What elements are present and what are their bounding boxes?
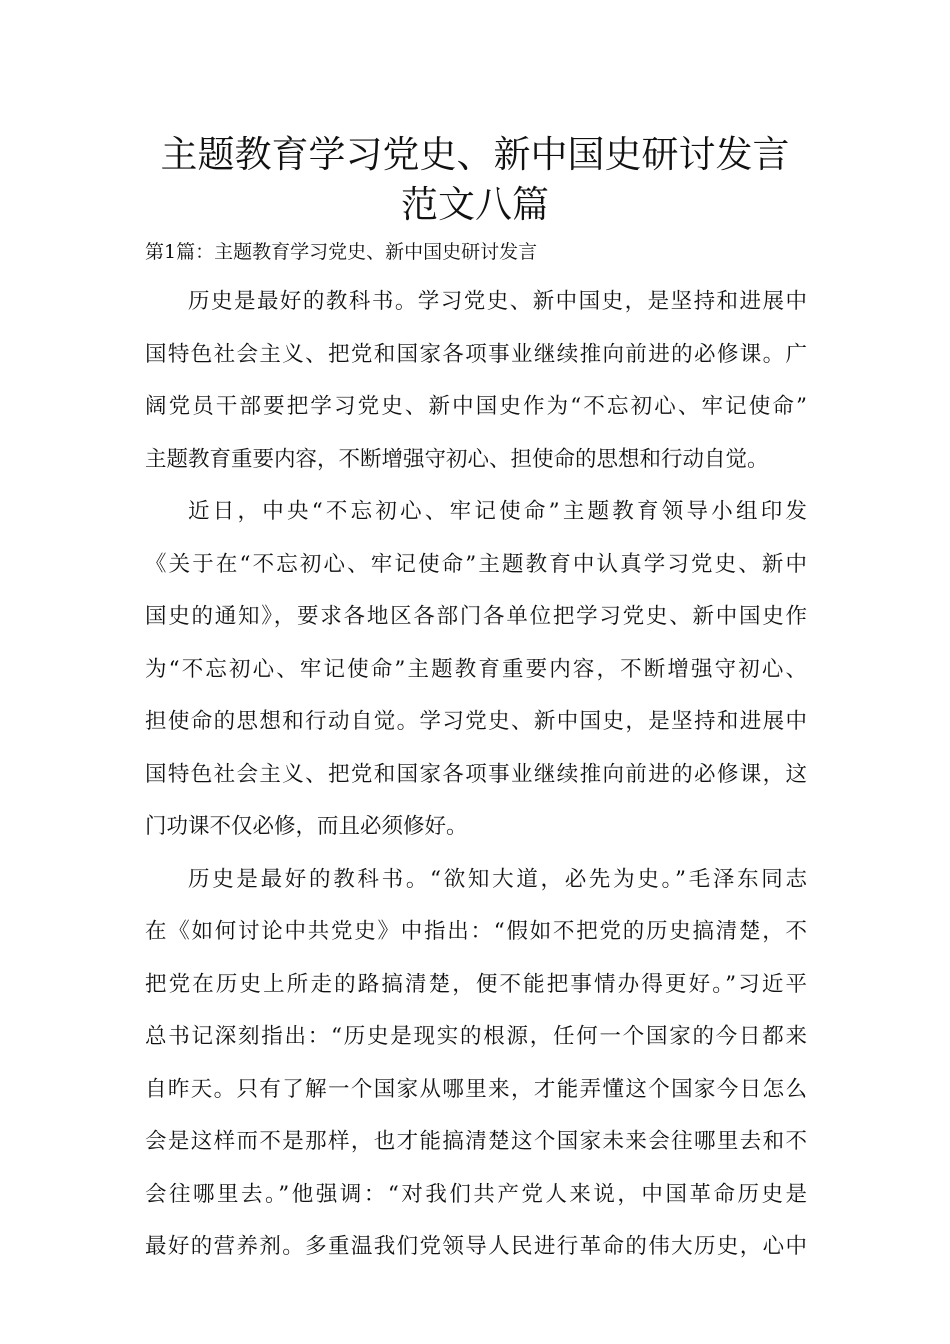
document-title-line-1: 主题教育学习党史、新中国史研讨发言 [160,133,790,176]
paragraph-line: 会是这样而不是那样，也才能搞清楚这个国家未来会往哪里去和不 [145,1129,807,1154]
paragraph-line: 主题教育重要内容，不断增强守初心、担使命的思想和行动自觉。 [145,446,769,472]
paragraph-line: 为“不忘初心、牢记使命”主题教育重要内容，不断增强守初心、 [145,656,807,682]
paragraph-line: 国特色社会主义、把党和国家各项事业继续推向前进的必修课，这 [145,761,807,787]
paragraph-line: 自昨天。只有了解一个国家从哪里来，才能弄懂这个国家今日怎么 [145,1076,807,1102]
paragraph-line: 会往哪里去。”他强调：“对我们共产党人来说，中国革命历史是 [145,1181,807,1207]
paragraph-line: 最好的营养剂。多重温我们党领导人民进行革命的伟大历史，心中 [145,1234,807,1259]
paragraph-line: 历史是最好的教科书。“欲知大道，必先为史。”毛泽东同志 [188,866,807,892]
paragraph-line: 担使命的思想和行动自觉。学习党史、新中国史，是坚持和进展中 [145,709,807,734]
paragraph-line: 国史的通知》，要求各地区各部门各单位把学习党史、新中国史作 [145,604,807,629]
paragraph-line: 在《如何讨论中共党史》中指出：“假如不把党的历史搞清楚，不 [145,919,807,944]
paragraph-line: 历史是最好的教科书。学习党史、新中国史，是坚持和进展中 [188,289,807,314]
paragraph-line: 门功课不仅必修，而且必须修好。 [145,814,468,839]
paragraph-line: 《关于在“不忘初心、牢记使命”主题教育中认真学习党史、新中 [145,551,807,577]
document-body [145,283,807,1281]
paragraph-line: 总书记深刻指出：“历史是现实的根源，任何一个国家的今日都来 [145,1024,807,1049]
paragraph-line: 把党在历史上所走的路搞清楚，便不能把事情办得更好。”习近平 [145,971,807,997]
section-heading: 第1篇：主题教育学习党史、新中国史研讨发言 [145,241,538,263]
document-title-line-2: 范文八篇 [401,183,549,226]
paragraph-line: 近日，中央“不忘初心、牢记使命”主题教育领导小组印发 [188,499,807,524]
paragraph-line: 国特色社会主义、把党和国家各项事业继续推向前进的必修课。广 [145,341,807,367]
paragraph-line: 阔党员干部要把学习党史、新中国史作为“不忘初心、牢记使命” [145,394,807,419]
